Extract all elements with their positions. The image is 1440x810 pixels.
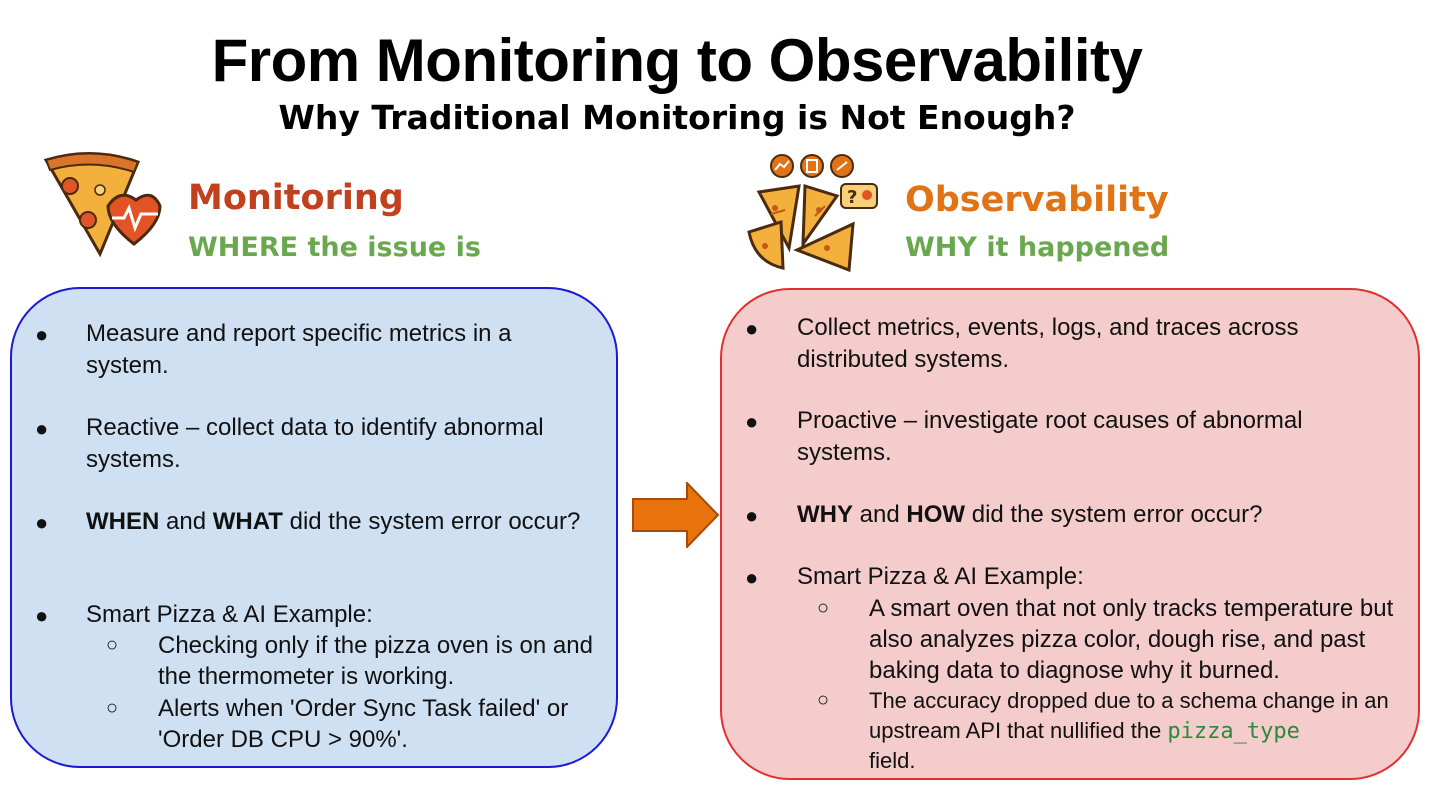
bullet-icon: ● [35, 603, 49, 628]
connector-text: and [159, 508, 213, 535]
observability-item-3 [797, 499, 1387, 531]
item-rest-text: did the system error occur? [282, 508, 581, 535]
monitoring-subitem-2: Alerts when 'Order Sync Task failed' or 'Order DB CPU > 90%'. [158, 695, 569, 753]
observability-subitem-2 [869, 686, 1409, 776]
monitoring-subtitle: WHERE the issue is [188, 232, 481, 263]
sub-bullet-icon: ○ [817, 597, 830, 619]
bullet-icon: ● [35, 416, 49, 441]
right-arrow-icon [632, 482, 720, 548]
emphasis-what: WHAT [212, 508, 283, 535]
monitoring-subitem-1: Checking only if the pizza oven is on and the thermometer is working. [158, 632, 593, 690]
sub-bullet-icon: ○ [817, 689, 830, 711]
observability-subtitle: WHY it happened [905, 232, 1170, 263]
code-snippet: pizza_type [1167, 718, 1300, 744]
bullet-icon: ● [745, 316, 759, 341]
sub-bullet-icon: ○ [106, 697, 119, 719]
monitoring-item-4: Smart Pizza & AI Example: [86, 601, 373, 628]
emphasis-when: WHEN [86, 508, 160, 535]
subitem-text: The accuracy dropped due to a schema change in an upstream API that nullified the [869, 688, 1389, 743]
pizza-analytics-icon [745, 152, 885, 274]
monitoring-item-2: Reactive – collect data to identify abnormal systems. [86, 414, 544, 473]
bullet-icon: ● [745, 503, 759, 528]
page-title: From Monitoring to Observability [211, 27, 1143, 94]
observability-item-1: Collect metrics, events, logs, and traces across distributed systems. [797, 314, 1299, 373]
svg-text:?: ? [847, 187, 858, 208]
subitem-text-end: field. [869, 748, 916, 773]
bullet-icon: ● [35, 322, 49, 347]
monitoring-title: Monitoring [188, 178, 404, 218]
sub-bullet-icon: ○ [106, 634, 119, 656]
monitoring-item-3 [86, 506, 586, 538]
bullet-icon: ● [745, 409, 759, 434]
pizza-heartbeat-icon [42, 148, 164, 260]
emphasis-why: WHY [797, 501, 853, 528]
emphasis-how: HOW [906, 501, 966, 528]
observability-title: Observability [905, 180, 1169, 220]
monitoring-item-1: Measure and report specific metrics in a system. [86, 320, 512, 379]
bullet-icon: ● [745, 565, 759, 590]
observability-subitem-1: A smart oven that not only tracks temperature but also analyzes pizza color, dough rise, and past baking data to diagnose why it burned. [869, 595, 1394, 684]
connector-text: and [853, 501, 907, 528]
page-subtitle: Why Traditional Monitoring is Not Enough? [278, 98, 1076, 137]
observability-item-4: Smart Pizza & AI Example: [797, 563, 1084, 590]
observability-item-2: Proactive – investigate root causes of abnormal systems. [797, 407, 1303, 466]
bullet-icon: ● [35, 510, 49, 535]
item-rest-text: did the system error occur? [965, 501, 1263, 528]
